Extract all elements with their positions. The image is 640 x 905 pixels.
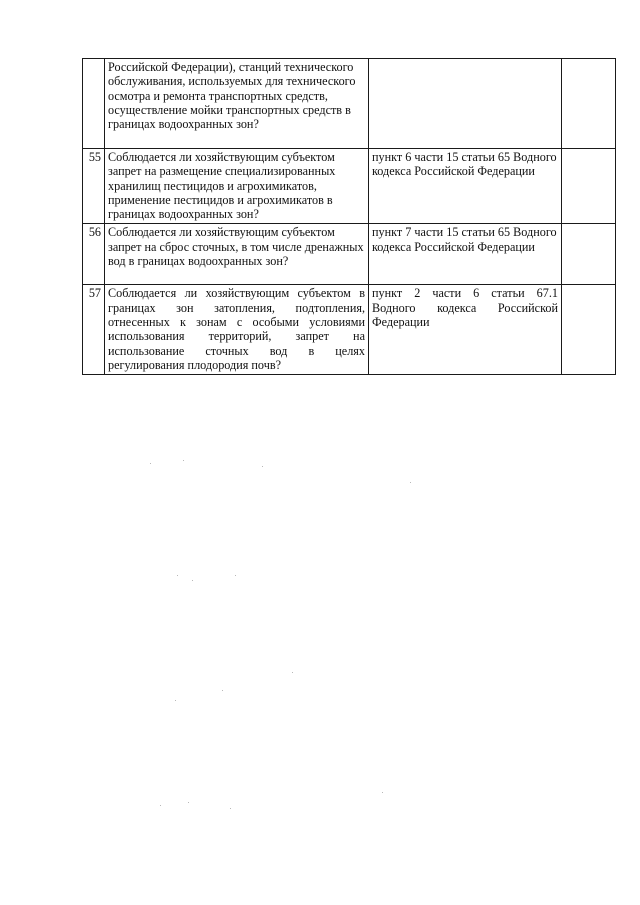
scan-speck [177,575,178,576]
scan-speck [192,580,193,581]
scan-speck [230,808,231,809]
scan-speck [262,466,263,467]
question-cell: Соблюдается ли хозяйствующим субъектом в границах зон затопления, подтопления, отнесенных к зонам с особыми условиями использования территорий, запрет на использование сточных вод в целях регулирования плодородия почв? [105,285,369,375]
scan-speck [150,463,151,464]
reference-cell: пункт 7 части 15 статьи 65 Водного кодекса Российской Федерации [369,224,562,285]
reference-cell [369,59,562,149]
scan-speck [235,575,236,576]
scan-speck [160,805,161,806]
table-row [83,149,616,224]
scan-speck [183,460,184,461]
row-number: 56 [83,224,105,285]
scan-speck [175,700,176,701]
question-cell: Соблюдается ли хозяйствующим субъектом запрет на размещение специализированных хранилищ пестицидов и агрохимикатов, применение пестицидов и агрохимикатов в границах водоохранных зон? [105,149,369,224]
answer-cell [562,285,616,375]
table-row [83,285,616,375]
answer-cell [562,224,616,285]
scan-speck [188,802,189,803]
row-number [83,59,105,149]
table-row [83,59,616,149]
checklist-table [82,58,616,375]
question-cell: Соблюдается ли хозяйствующим субъектом запрет на сброс сточных, в том числе дренажных вод в границах водоохранных зон? [105,224,369,285]
answer-cell [562,59,616,149]
scan-speck [410,482,411,483]
scan-speck [292,672,293,673]
answer-cell [562,149,616,224]
row-number: 55 [83,149,105,224]
question-cell: Российской Федерации), станций технического обслуживания, используемых для технического осмотра и ремонта транспортных средств, осуществление мойки транспортных средств в границах водоохранных зон? [105,59,369,149]
reference-cell: пункт 2 части 6 статьи 67.1 Водного кодекса Российской Федерации [369,285,562,375]
scan-speck [382,792,383,793]
row-number: 57 [83,285,105,375]
reference-cell: пункт 6 части 15 статьи 65 Водного кодекса Российской Федерации [369,149,562,224]
table-row [83,224,616,285]
scan-speck [222,690,223,691]
